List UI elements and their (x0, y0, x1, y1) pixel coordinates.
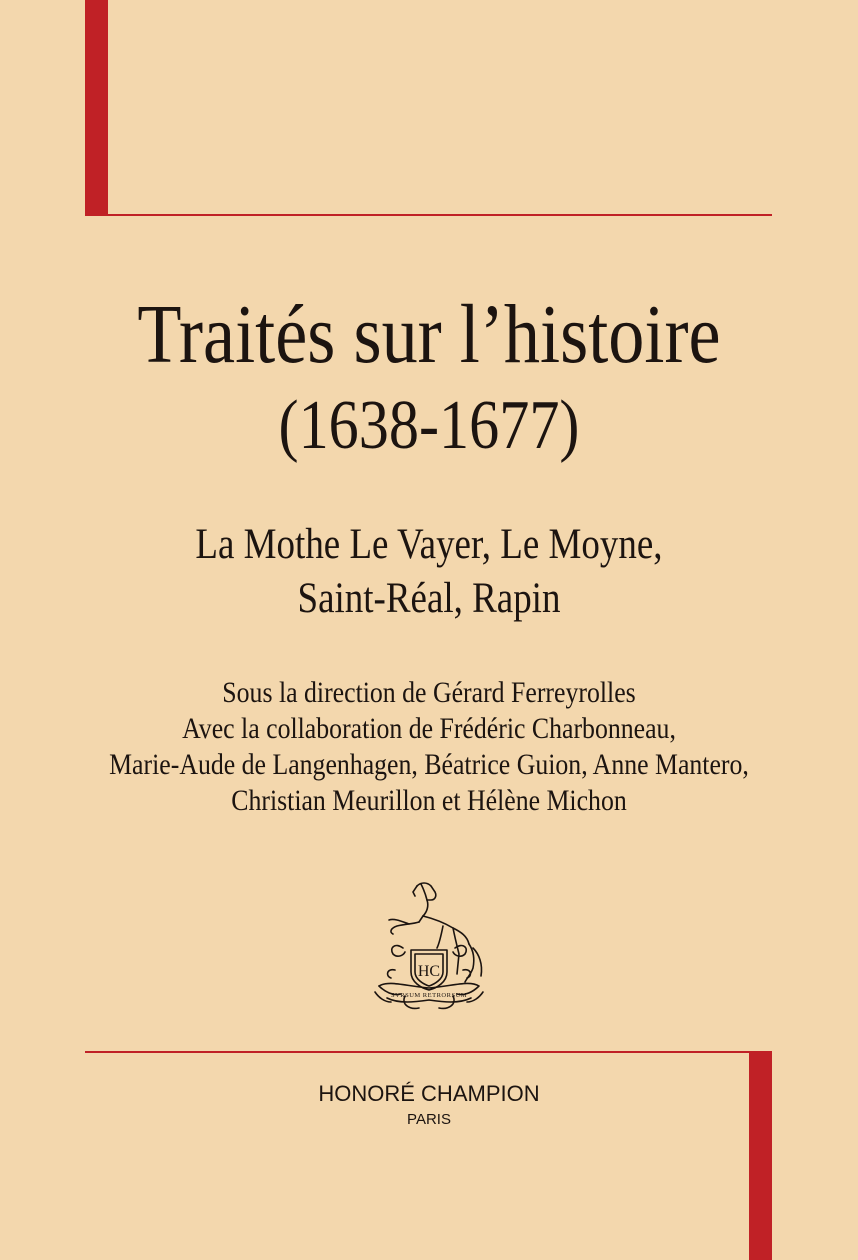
publisher-city: PARIS (407, 1111, 451, 1128)
credit-line: Christian Meurillon et Hélène Michon (231, 784, 627, 817)
credit-line: Avec la collaboration de Frédéric Charbonneau, (182, 712, 676, 745)
horse-crest-icon (365, 878, 493, 1016)
credit-line: Sous la direction de Gérard Ferreyrolles (222, 676, 636, 709)
credit-line: Marie-Aude de Langenhagen, Béatrice Guion, Anne Mantero, (109, 748, 749, 781)
author-line: Saint-Réal, Rapin (297, 575, 561, 622)
publisher-name: HONORÉ CHAMPION (318, 1081, 540, 1106)
editor-credits (60, 675, 798, 819)
logo-motto: SVRSUM RETRORSUM (390, 992, 468, 999)
top-red-bar (85, 0, 108, 216)
book-dates: (1638-1677) (278, 387, 580, 464)
top-red-rule (85, 214, 772, 216)
author-list (60, 518, 798, 626)
author-line: La Mothe Le Vayer, Le Moyne, (195, 521, 663, 568)
book-title: Traités sur l’histoire (137, 288, 721, 381)
bottom-red-rule (85, 1051, 772, 1053)
logo-monogram: HC (417, 963, 441, 980)
